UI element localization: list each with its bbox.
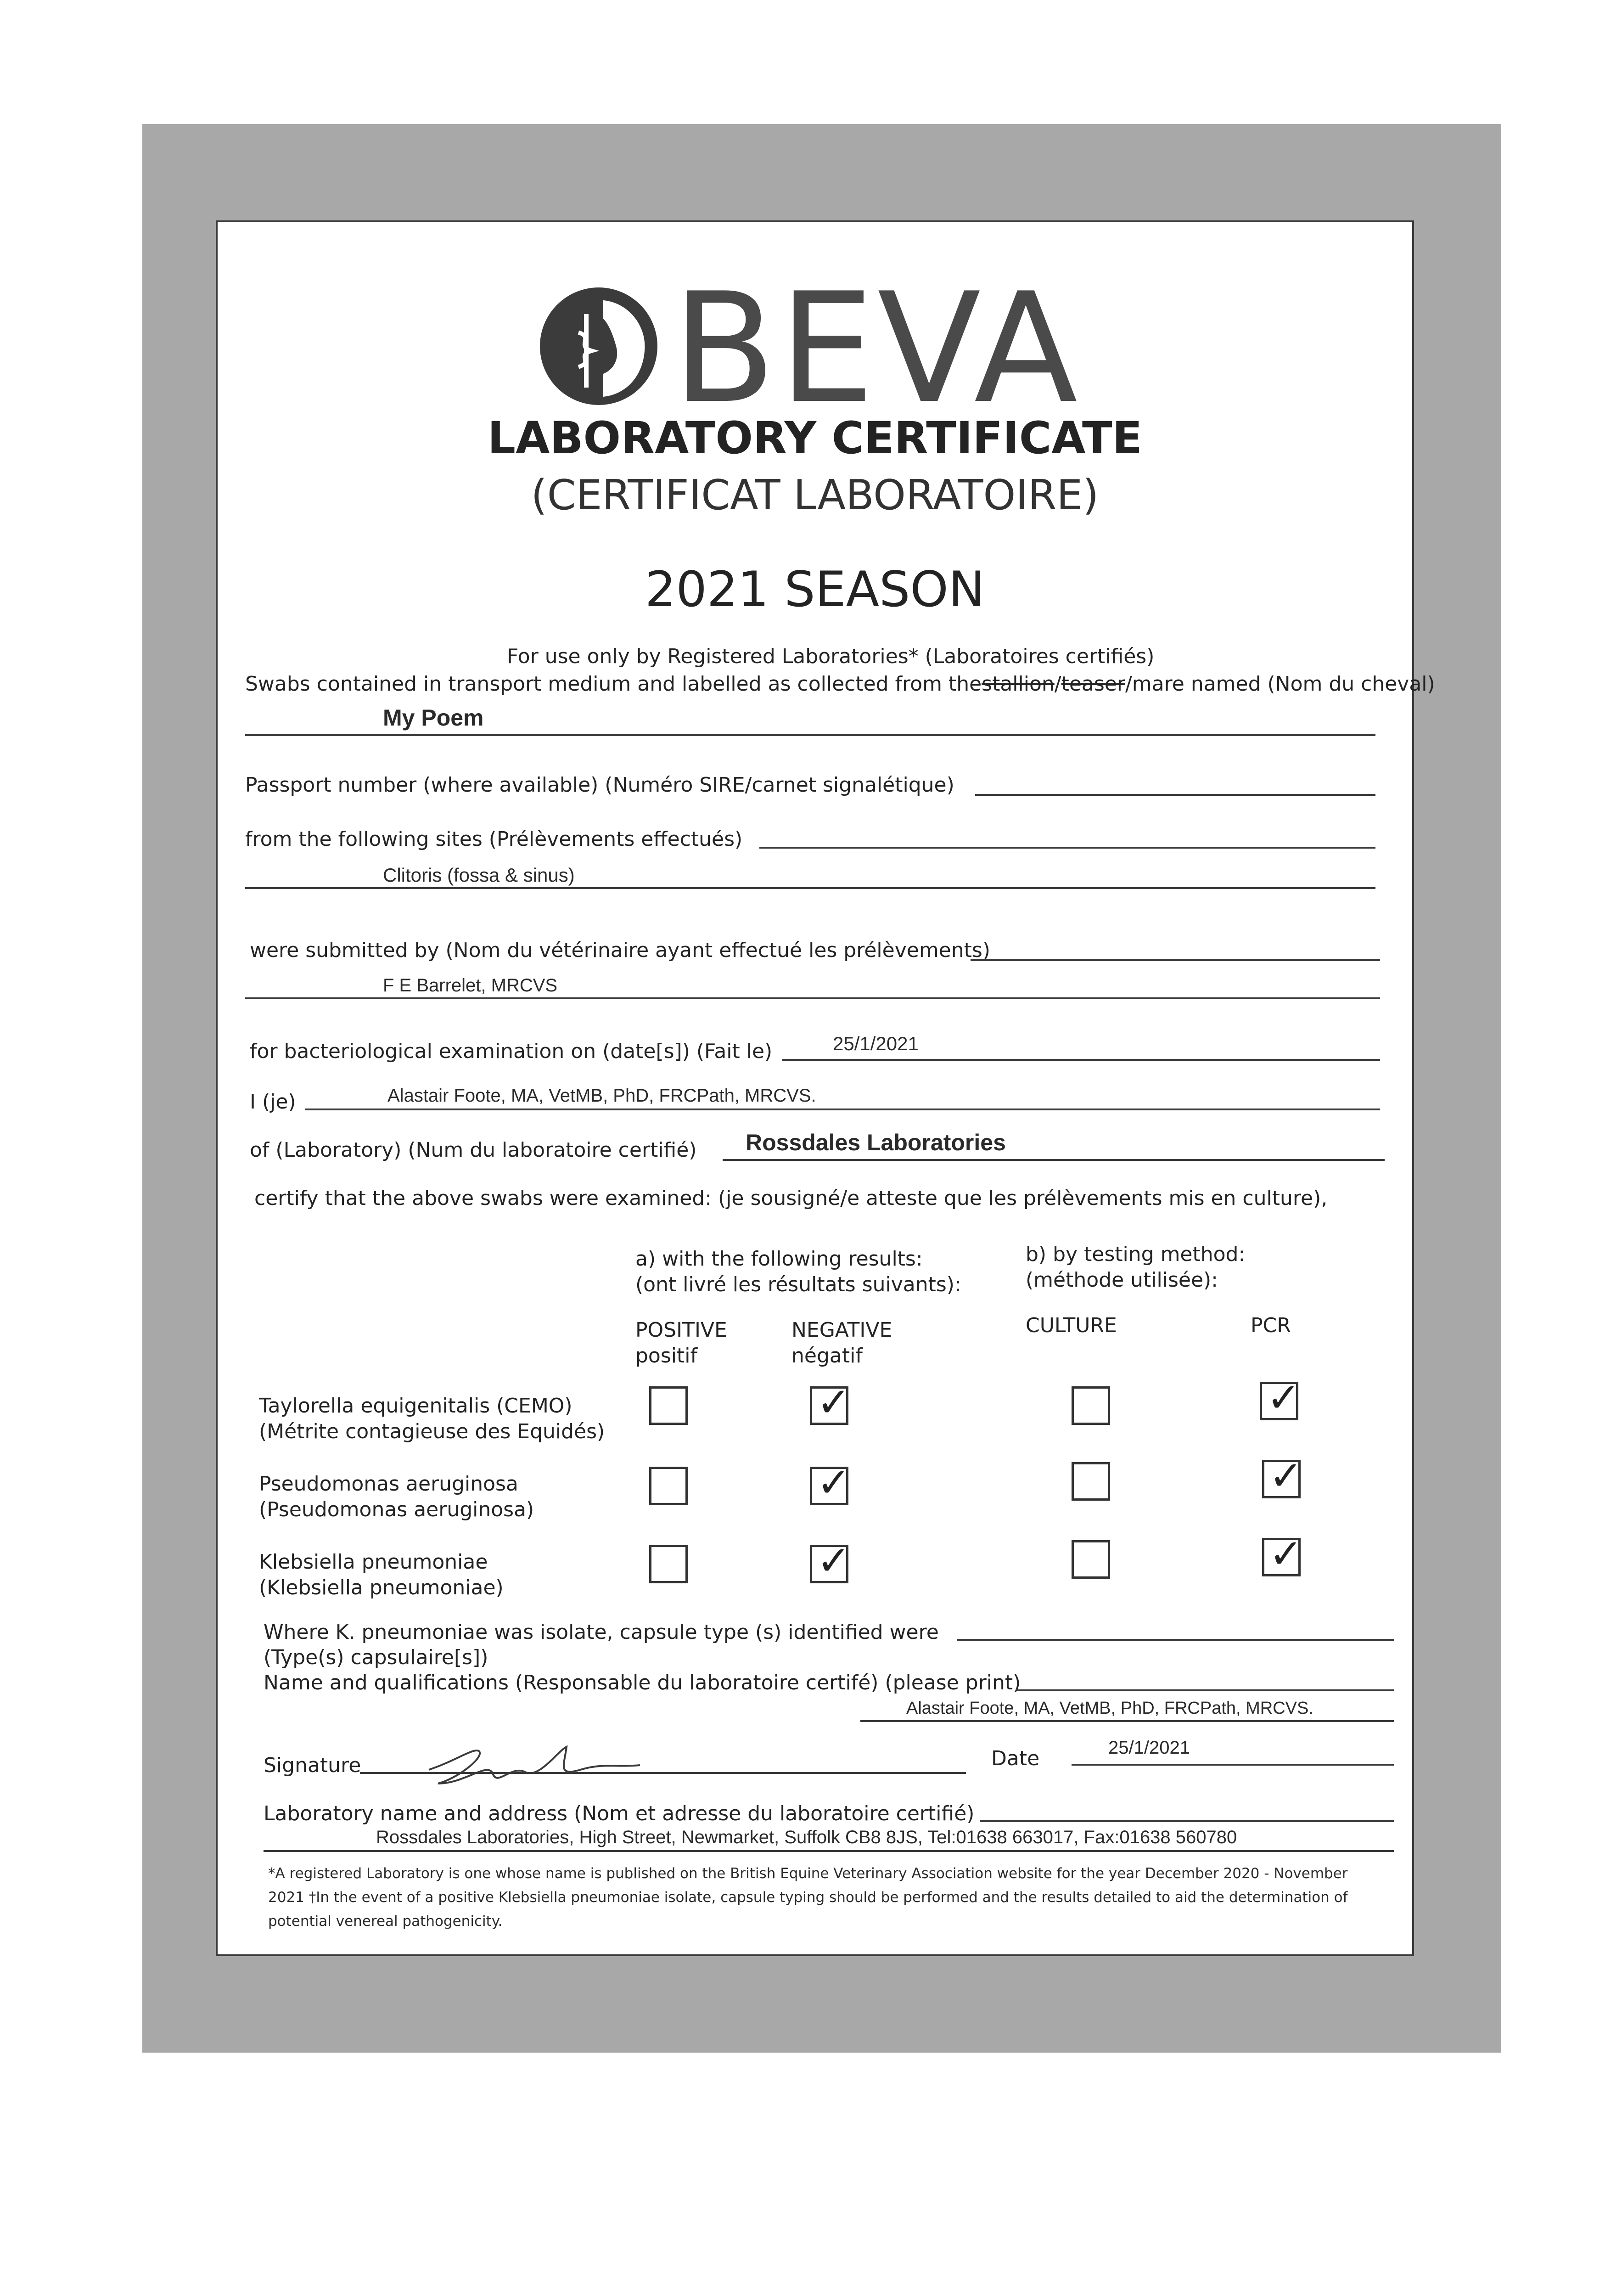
method-heading bbox=[1026, 1242, 1245, 1293]
passport-line bbox=[975, 794, 1375, 796]
signature-label: Signature bbox=[264, 1754, 361, 1777]
checkbox-row3-negative[interactable] bbox=[810, 1537, 851, 1584]
sites-label: from the following sites (Prélèvements effectués) bbox=[245, 827, 743, 851]
name-qual-line-1 bbox=[1016, 1689, 1394, 1691]
je-value: Alastair Foote, MA, VetMB, PhD, FRCPath, MRCVS. bbox=[387, 1086, 816, 1106]
intro-line-1: For use only by Registered Laboratories* (Laboratoires certifiés) bbox=[507, 645, 1155, 668]
col-positive-fr: positif bbox=[635, 1344, 697, 1367]
footnote-line-3: potential venereal pathogenicity. bbox=[268, 1913, 503, 1930]
lab-address-line-1 bbox=[980, 1820, 1394, 1822]
capsule-line bbox=[957, 1639, 1394, 1641]
method-heading-en: b) by testing method: bbox=[1026, 1243, 1246, 1266]
exam-label: for bacteriological examination on (date[s]) (Fait le) bbox=[250, 1040, 773, 1063]
intro-line-2 bbox=[245, 672, 1435, 696]
sites-line-2 bbox=[245, 887, 1375, 889]
separator: / bbox=[1054, 672, 1061, 696]
horse-name-line bbox=[245, 734, 1375, 736]
sites-value: Clitoris (fossa & sinus) bbox=[383, 864, 575, 886]
col-negative-fr: négatif bbox=[791, 1344, 863, 1367]
lab-line bbox=[723, 1159, 1385, 1161]
checkbox-row3-positive[interactable] bbox=[649, 1545, 688, 1583]
signature-mark bbox=[420, 1733, 649, 1797]
organism-name: Pseudomonas aeruginosa bbox=[259, 1472, 518, 1496]
results-heading-en: a) with the following results: bbox=[635, 1247, 923, 1271]
certify-text: certify that the above swabs were examined: (je sousigné/e atteste que les prélèvements mis en culture), bbox=[254, 1187, 1328, 1210]
checkbox-row2-pcr[interactable] bbox=[1262, 1452, 1303, 1499]
organism-name-fr: (Klebsiella pneumoniae) bbox=[259, 1576, 504, 1599]
check-icon: ✓ bbox=[1269, 1530, 1303, 1577]
passport-label: Passport number (where available) (Numéro SIRE/carnet signalétique) bbox=[245, 773, 954, 797]
page-title: LABORATORY CERTIFICATE bbox=[487, 412, 1143, 464]
capsule-label: Where K. pneumoniae was isolate, capsule type (s) identified were bbox=[264, 1621, 939, 1644]
check-icon: ✓ bbox=[817, 1537, 851, 1584]
je-label: I (je) bbox=[250, 1090, 296, 1114]
date-line bbox=[1072, 1764, 1394, 1766]
je-line bbox=[305, 1109, 1380, 1110]
footnote bbox=[268, 1862, 1348, 1933]
horse-name-value: My Poem bbox=[383, 705, 484, 731]
struck-stallion: stallion bbox=[982, 672, 1055, 696]
check-icon: ✓ bbox=[817, 1459, 851, 1506]
season-heading: 2021 SEASON bbox=[645, 561, 985, 618]
checkbox-row1-culture[interactable] bbox=[1072, 1386, 1110, 1425]
organism-name-fr: (Pseudomonas aeruginosa) bbox=[259, 1498, 534, 1521]
footnote-line-1: *A registered Laboratory is one whose name is published on the British Equine Veterinary Association website for the year December 2020 - November bbox=[268, 1865, 1348, 1882]
check-icon: ✓ bbox=[1269, 1452, 1303, 1499]
checkbox-row1-positive[interactable] bbox=[649, 1386, 688, 1425]
check-icon: ✓ bbox=[817, 1379, 851, 1426]
date-value: 25/1/2021 bbox=[1108, 1738, 1190, 1758]
intro-text-end: /mare named (Nom du cheval) bbox=[1125, 672, 1435, 696]
organism-row-3 bbox=[259, 1549, 504, 1601]
checkbox-row3-culture[interactable] bbox=[1072, 1540, 1110, 1579]
struck-teaser: teaser bbox=[1061, 672, 1125, 696]
checkbox-row2-negative[interactable] bbox=[810, 1459, 851, 1506]
lab-label: of (Laboratory) (Num du laboratoire certifié) bbox=[250, 1138, 697, 1162]
date-label: Date bbox=[991, 1747, 1040, 1770]
sites-line-1 bbox=[759, 847, 1375, 849]
lab-address-value: Rossdales Laboratories, High Street, Newmarket, Suffolk CB8 8JS, Tel:01638 663017, Fax:01638 560780 bbox=[376, 1827, 1237, 1847]
col-pcr: PCR bbox=[1251, 1314, 1291, 1337]
name-qual-value: Alastair Foote, MA, VetMB, PhD, FRCPath, MRCVS. bbox=[906, 1699, 1313, 1718]
method-heading-fr: (méthode utilisée): bbox=[1026, 1268, 1218, 1292]
organism-name: Klebsiella pneumoniae bbox=[259, 1550, 488, 1574]
logo-text: BEVA bbox=[672, 260, 1081, 437]
capsule-label-fr: (Type(s) capsulaire[s]) bbox=[264, 1646, 488, 1669]
organism-row-1 bbox=[259, 1393, 605, 1445]
col-culture: CULTURE bbox=[1026, 1314, 1117, 1337]
submitted-line-2 bbox=[245, 997, 1380, 999]
organism-name: Taylorella equigenitalis (CEMO) bbox=[259, 1394, 572, 1418]
exam-date-value: 25/1/2021 bbox=[833, 1033, 919, 1054]
beva-horse-logo-icon bbox=[534, 282, 663, 411]
checkbox-row1-negative[interactable] bbox=[810, 1379, 851, 1426]
submitted-label: were submitted by (Nom du vétérinaire ayant effectué les prélèvements) bbox=[250, 939, 990, 962]
results-heading-fr: (ont livré les résultats suivants): bbox=[635, 1273, 961, 1296]
col-negative bbox=[791, 1317, 892, 1369]
check-icon: ✓ bbox=[1267, 1374, 1301, 1421]
checkbox-row3-pcr[interactable] bbox=[1262, 1530, 1303, 1577]
page-subtitle: (CERTIFICAT LABORATOIRE) bbox=[531, 471, 1099, 519]
exam-line bbox=[782, 1059, 1380, 1061]
name-qual-line-2 bbox=[860, 1720, 1394, 1722]
col-positive bbox=[635, 1317, 727, 1369]
col-positive-en: POSITIVE bbox=[635, 1318, 727, 1342]
lab-address-label: Laboratory name and address (Nom et adresse du laboratoire certifié) bbox=[264, 1802, 975, 1825]
lab-address-line-2 bbox=[264, 1850, 1394, 1852]
submitted-line-1 bbox=[971, 959, 1380, 961]
intro-text: Swabs contained in transport medium and labelled as collected from the bbox=[245, 672, 982, 696]
checkbox-row2-positive[interactable] bbox=[649, 1467, 688, 1505]
checkbox-row1-pcr[interactable] bbox=[1260, 1374, 1301, 1421]
results-heading bbox=[635, 1246, 961, 1298]
lab-value: Rossdales Laboratories bbox=[746, 1130, 1006, 1155]
name-qual-label: Name and qualifications (Responsable du laboratoire certifé) (please print) bbox=[264, 1671, 1021, 1694]
organism-name-fr: (Métrite contagieuse des Equidés) bbox=[259, 1420, 605, 1443]
footnote-line-2: 2021 †In the event of a positive Klebsiella pneumoniae isolate, capsule typing should be performed and the results detailed to aid the determination of bbox=[268, 1889, 1348, 1906]
organism-row-2 bbox=[259, 1471, 534, 1523]
submitted-value: F E Barrelet, MRCVS bbox=[383, 975, 558, 996]
col-negative-en: NEGATIVE bbox=[791, 1318, 892, 1342]
certificate bbox=[216, 220, 1435, 1956]
checkbox-row2-culture[interactable] bbox=[1072, 1462, 1110, 1501]
